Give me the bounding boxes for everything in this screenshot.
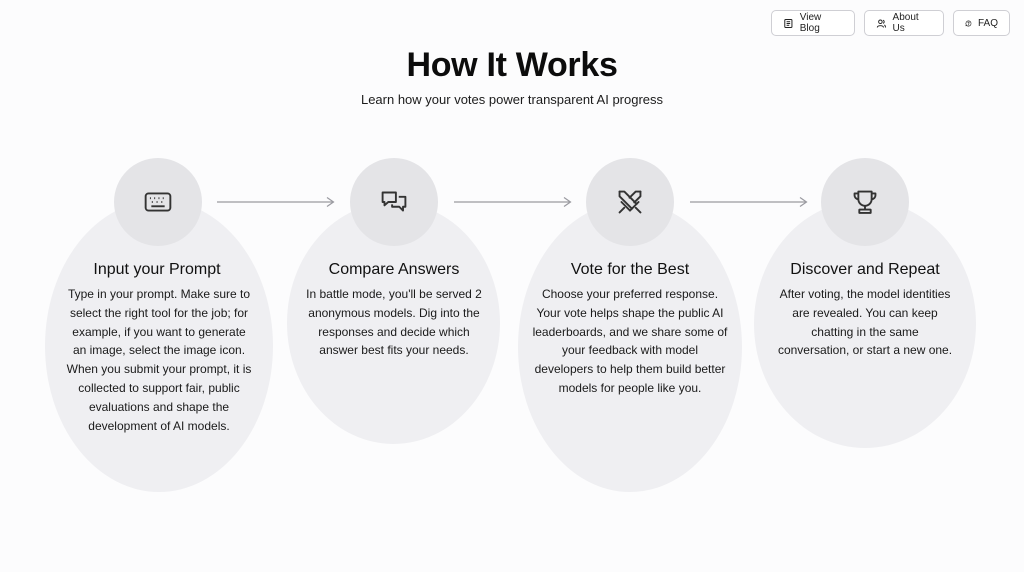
step-icon-circle — [586, 158, 674, 246]
flow-arrow — [217, 196, 337, 208]
flow-arrow — [690, 196, 810, 208]
step-description: After voting, the model identities are revealed. You can keep chatting in the same conversation, or start a new one. — [777, 287, 953, 358]
step-description: In battle mode, you'll be served 2 anonymous models. Dig into the responses and decide which answer best fits your needs. — [306, 287, 482, 358]
hero — [0, 42, 1024, 107]
crossed-swords-icon — [611, 183, 649, 221]
step-title: Vote for the Best — [570, 261, 690, 278]
about-us-button[interactable] — [864, 10, 944, 36]
help-bubble-icon — [965, 18, 972, 29]
faq-label: FAQ — [977, 17, 998, 29]
view-blog-label: View Blog — [799, 12, 822, 34]
top-nav — [771, 10, 1010, 36]
trophy-icon — [846, 183, 884, 221]
flow-arrow — [454, 196, 574, 208]
page-title: How It Works — [406, 46, 618, 84]
chat-bubbles-icon — [375, 183, 413, 221]
page-subtitle: Learn how your votes power transparent AI progress — [360, 92, 664, 107]
keyboard-icon — [139, 183, 177, 221]
faq-button[interactable] — [953, 10, 1010, 36]
step-icon-circle — [350, 158, 438, 246]
document-icon — [783, 18, 794, 29]
step-icon-circle — [114, 158, 202, 246]
step-icon-circle — [821, 158, 909, 246]
step-description: Type in your prompt. Make sure to select the right tool for the job; for example, if you want to generate an image, select the image icon. When you submit your prompt, it is collected to support fair, public evaluations and shape the development of AI models. — [66, 287, 252, 433]
step-title: Discover and Repeat — [790, 261, 940, 278]
step-title: Input your Prompt — [93, 261, 221, 278]
about-us-label: About Us — [892, 12, 919, 34]
users-icon — [876, 18, 887, 29]
view-blog-button[interactable] — [771, 10, 855, 36]
step-title: Compare Answers — [328, 261, 460, 278]
step-description: Choose your preferred response. Your vote helps shape the public AI leaderboards, and we share some of your feedback with model developers to help them build better models for people like you. — [532, 287, 728, 395]
